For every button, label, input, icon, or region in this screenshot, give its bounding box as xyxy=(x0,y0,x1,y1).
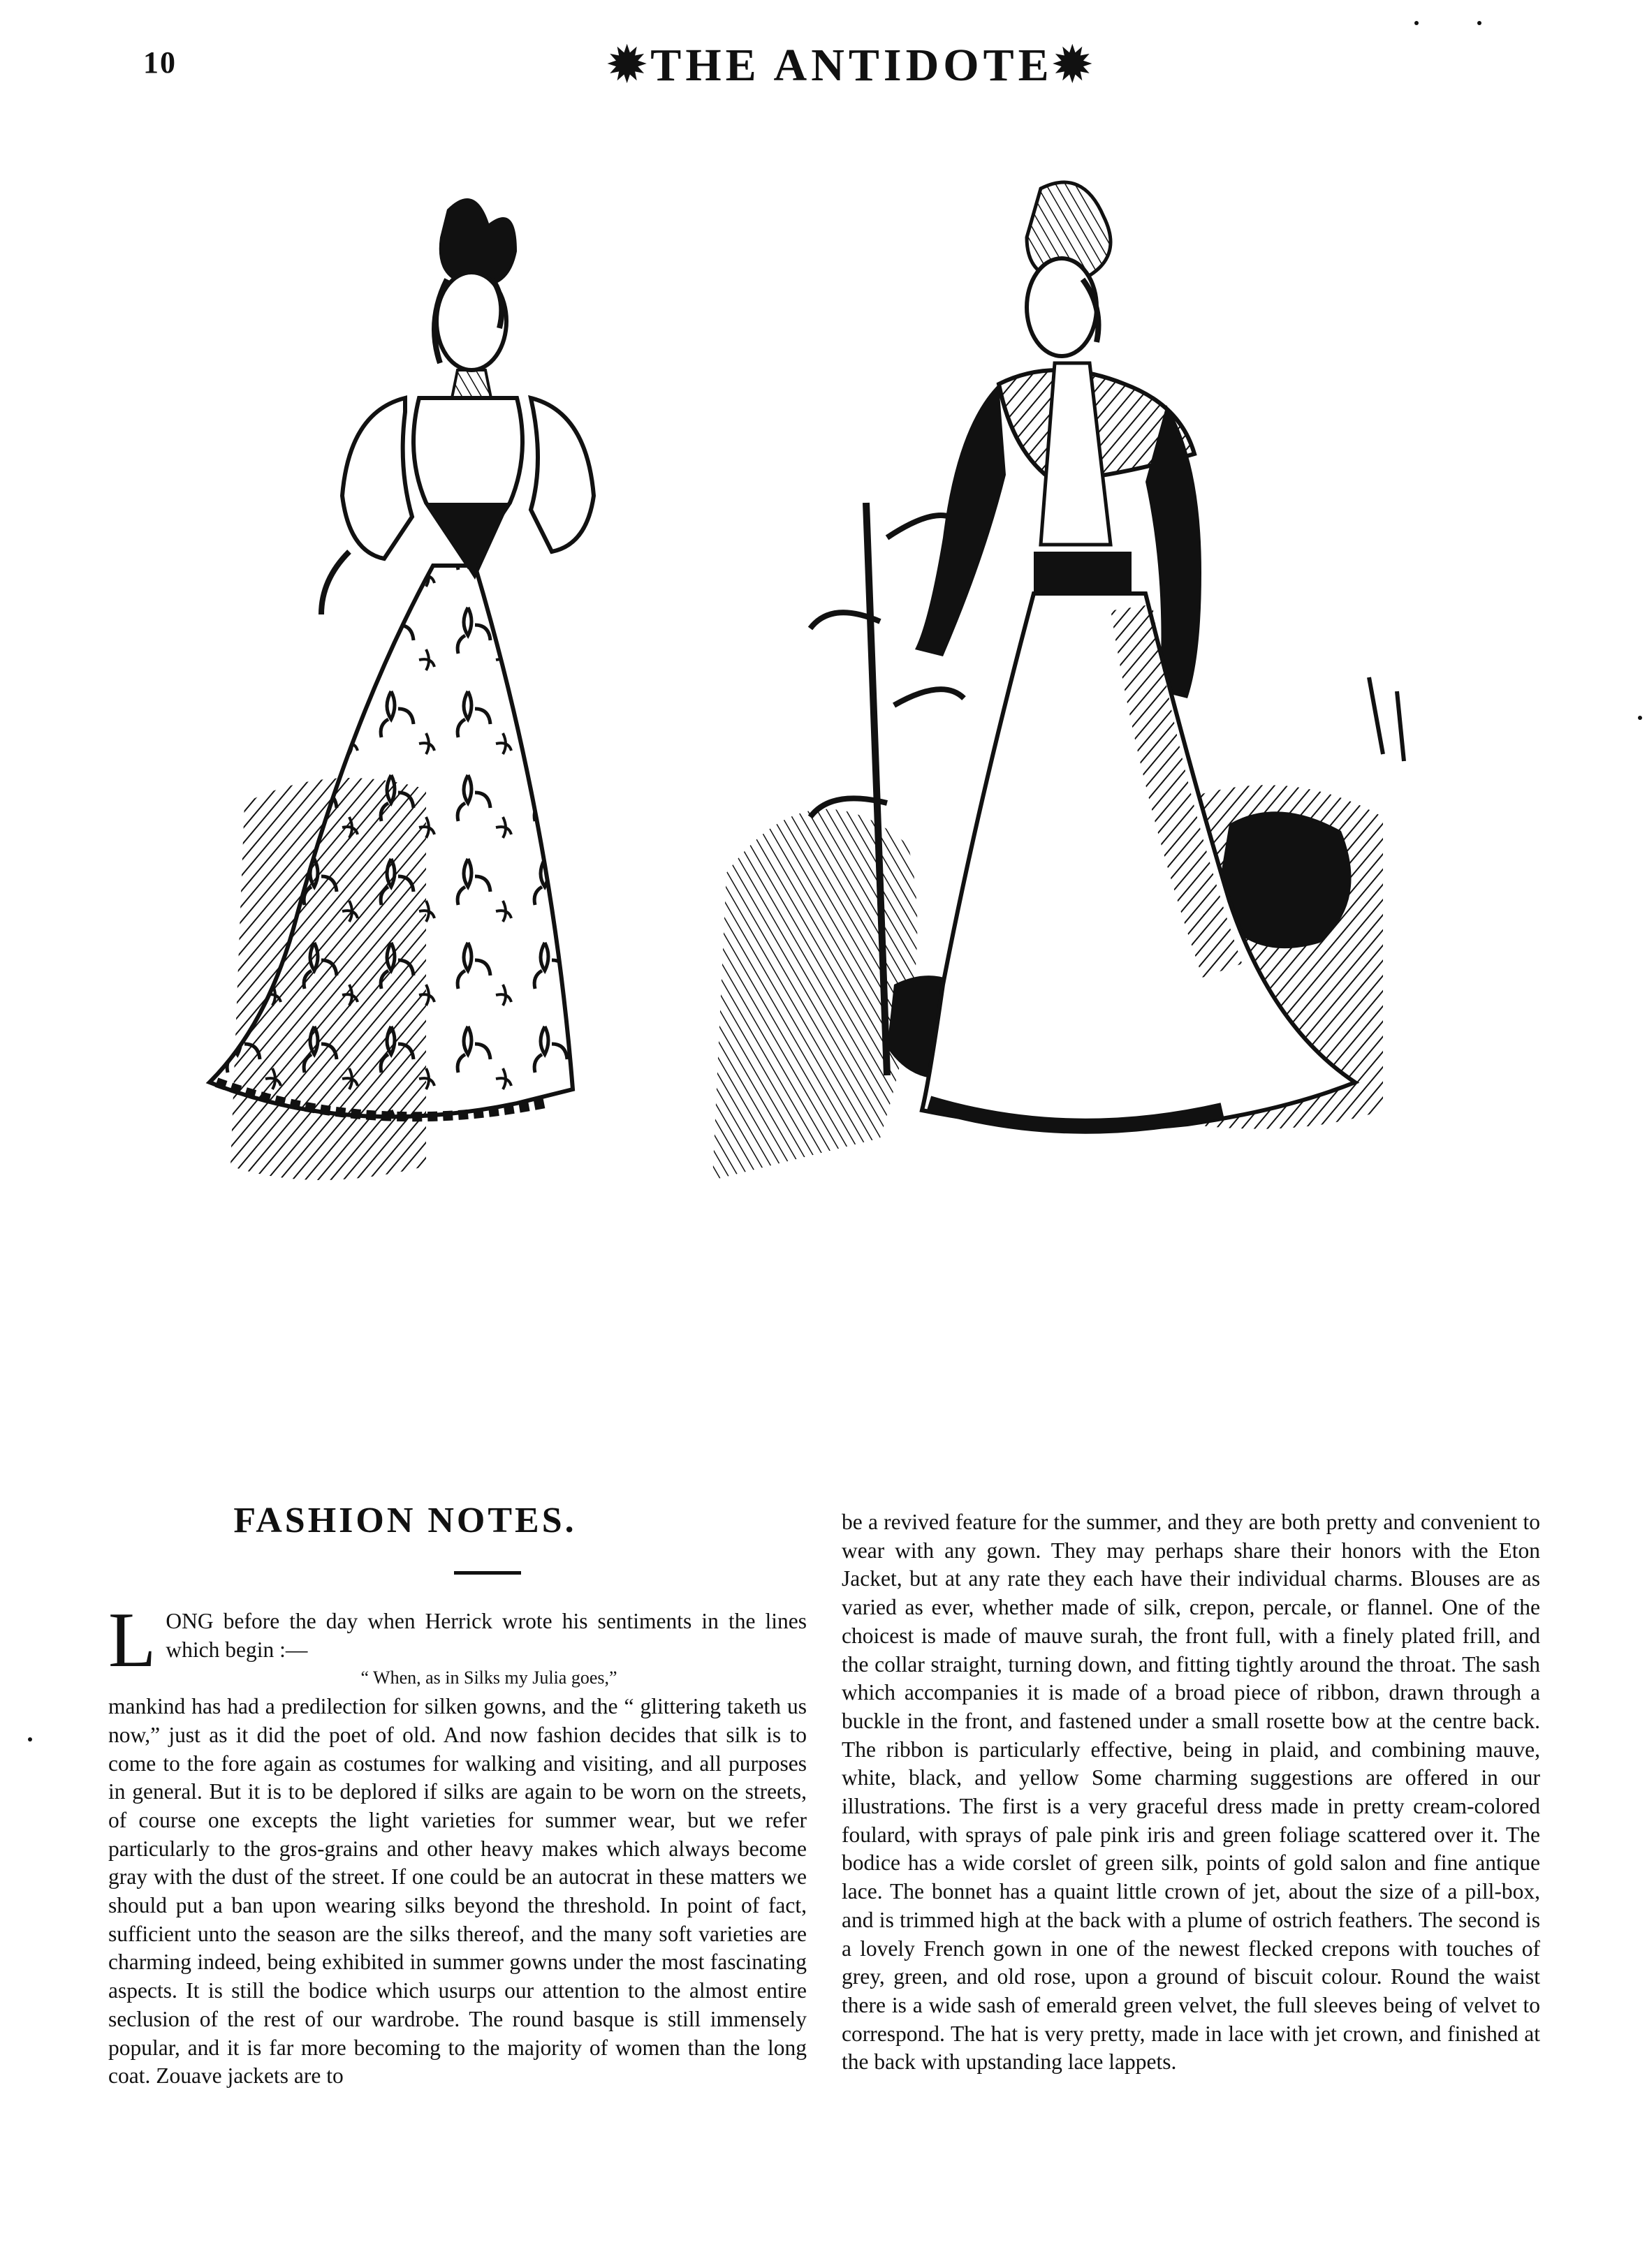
article-column-right xyxy=(842,1508,1540,2077)
title-divider xyxy=(454,1571,521,1575)
print-speck xyxy=(1638,716,1642,720)
print-speck xyxy=(28,1737,32,1742)
drop-cap: L xyxy=(108,1597,156,1684)
article-title: FASHION NOTES. xyxy=(233,1501,577,1540)
page-number: 10 xyxy=(143,45,177,80)
print-speck xyxy=(1477,21,1481,25)
article-column-left xyxy=(108,1597,807,2091)
print-speck xyxy=(1414,21,1419,25)
article-quote: “ When, as in Silks my Julia goes,” xyxy=(360,1667,617,1688)
running-title: ✹THE ANTIDOTE✹ xyxy=(608,40,1096,91)
article-body-left: mankind has had a predilection for silken gowns, and the “ glittering taketh us now,” just as it did the poet of old. And now fashion decides that silk is to come to the fore again as costumes for walking and visiting, and all purposes in general. But it is to be deplored if silks are again to be worn on the streets, of course one excepts the light varieties for summer wear, but we refer particularly to the gros-grains and other heavy makes which always become gray with the dust of the street. If one could be an autocrat in these matters we should put a ban upon wearing silks beyond the threshold. In point of fact, sufficient unto the season are the silks thereof, and the many soft varieties are charming indeed, being exhibited in summer gowns under the most fascinating aspects. It is still the bodice which usurps our attention to the almost entire seclusion of the rest of our wardrobe. The round basque is still immensely popular, and it is far more becoming to the majority of women than the long coat. Zouave jackets are to xyxy=(108,1694,807,2089)
fashion-illustration xyxy=(140,175,1523,1431)
article-opening: ONG before the day when Herrick wrote his sentiments in the lines which begin :— xyxy=(166,1609,807,1662)
article-body-right: be a revived feature for the summer, and they are both pretty and convenient to wear with any gown. They may perhaps share their honors with the Eton Jacket, but at any rate they each have their individual charms. Blouses are as varied as ever, whether made of silk, crepon, percale, or flannel. One of the choicest is made of mauve surah, the front full, with a finely plated frill, and the collar straight, turning down, and fitting tightly around the throat. The sash which accompanies it is made of a broad piece of ribbon, drawn through a buckle in the front, and fastened under a small rosette bow at the centre back. The ribbon is particularly effective, being in plaid, and combining mauve, white, black, and yellow Some charming suggestions are offered in our illustrations. The first is a very graceful dress made in pretty cream-colored foulard, with sprays of pale pink iris and green foliage scattered over it. The bodice has a wide corslet of green silk, points of gold salon and fine antique lace. The bonnet has a quaint little crown of jet, about the size of a pill-box, and is trimmed high at the back with a plume of ostrich feathers. The second is a lovely French gown in one of the newest flecked crepons with touches of grey, green, and old rose, upon a ground of biscuit colour. Round the waist there is a wide sash of emerald green velvet, the full sleeves being of velvet to correspond. The hat is very pretty, made in lace with jet crown, and finished at the back with upstanding lace lappets. xyxy=(842,1510,1540,2075)
